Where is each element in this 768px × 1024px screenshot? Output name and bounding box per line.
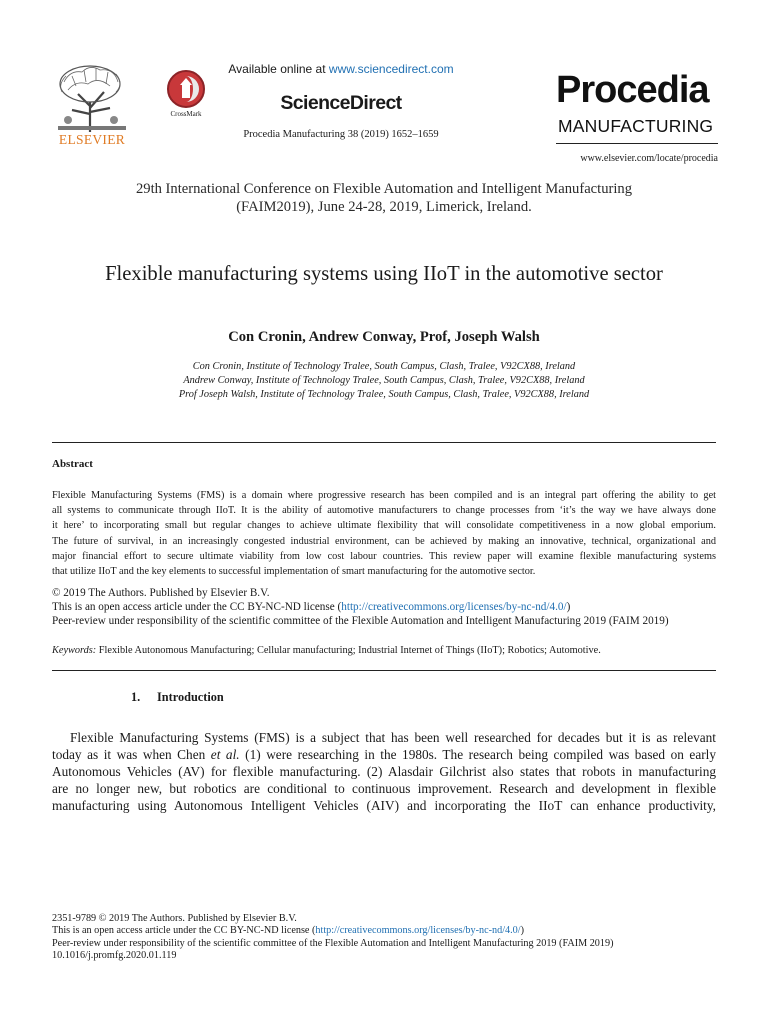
abstract-bottom-rule — [52, 670, 716, 671]
paper-title: Flexible manufacturing systems using IIoT in the automotive sector — [105, 263, 663, 285]
footer-license-link[interactable]: http://creativecommons.org/licenses/by-nc-nd/4.0/ — [315, 925, 521, 937]
keywords — [52, 645, 601, 656]
elsevier-tree-icon — [50, 62, 134, 134]
keywords-label: Keywords: — [52, 645, 97, 656]
intro-line: Autonomous Vehicles (AV) for flexible manufacturing. (2) Alasdair Gilchrist also states that robots in manufacturing — [52, 764, 716, 779]
header-rule-right — [556, 143, 718, 144]
conference-line-1: 29th International Conference on Flexible Automation and Intelligent Manufacturing — [135, 181, 633, 197]
available-online: Available online at www.sciencedirect.com — [228, 62, 454, 76]
abstract-line: it here’ to incorporating small but regular changes to achieve ultimate flexibility that will consolidate competitiveness in a now global emporium. — [52, 520, 716, 532]
conference-line-2: (FAIM2019), June 24-28, 2019, Limerick, Ireland. — [236, 199, 532, 215]
section-heading-introduction: Introduction — [157, 690, 224, 704]
abstract-heading: Abstract — [52, 458, 93, 470]
affiliation-3: Prof Joseph Walsh, Institute of Technology Tralee, South Campus, Clash, Tralee, V92CX88, Ireland — [178, 389, 590, 400]
footer-block — [52, 913, 732, 963]
abstract-line: The future of survival, in an increasingly congested industrial environment, can be achieved by making an innovative, technical, organizational and — [52, 535, 716, 547]
intro-paragraph — [52, 729, 716, 814]
abstract-top-rule — [52, 442, 716, 443]
abstract-license: This is an open access article under the CC BY-NC-ND license (http://creativecommons.org/licenses/by-nc-nd/4.0/) — [52, 601, 571, 613]
intro-line: today as it was when Chen et al. (1) were researching in the 1980s. The research being compiled was based on early — [52, 747, 717, 762]
abstract-peer-review: Peer-review under responsibility of the scientific committee of the Flexible Automation and Intelligent Manufacturing 2019 (FAIM 2019) — [52, 615, 669, 627]
abstract-copyright: © 2019 The Authors. Published by Elsevier B.V. — [52, 587, 270, 599]
intro-line: manufacturing using Autonomous Intelligent Vehicles (AIV) and incorporating the IIoT can enhance productivity, — [52, 798, 716, 813]
sciencedirect-link[interactable]: www.sciencedirect.com — [328, 62, 454, 76]
section-number: 1. — [131, 690, 141, 704]
affiliation-2: Andrew Conway, Institute of Technology Tralee, South Campus, Clash, Tralee, V92CX88, Ireland — [183, 375, 585, 386]
elsevier-logo — [50, 62, 134, 148]
footer-license: This is an open access article under the CC BY-NC-ND license (http://creativecommons.org/licenses/by-nc-nd/4.0/) — [52, 925, 525, 937]
abstract-body — [52, 488, 716, 579]
keywords-list: Flexible Autonomous Manufacturing; Cellular manufacturing; Industrial Internet of Things (IIoT); Robotics; Automotive. — [96, 645, 601, 656]
abstract-line: major financial effort to secure ultimate viability from low cost labour countries. This review paper will examine flexible manufacturing systems — [52, 550, 716, 562]
crossmark-label: CrossMark — [170, 110, 202, 118]
abstract-line: that utilize IIoT and the key elements to successful implementation of smart manufacturing for the automotive sector. — [52, 566, 536, 578]
journal-reference: Procedia Manufacturing 38 (2019) 1652–1659 — [243, 129, 439, 140]
sciencedirect-wordmark: ScienceDirect — [280, 92, 402, 114]
journal-logo-manufacturing: MANUFACTURING — [558, 116, 714, 136]
footer-issn: 2351-9789 © 2019 The Authors. Published by Elsevier B.V. — [52, 913, 297, 924]
publisher-name: ELSEVIER — [58, 132, 126, 147]
journal-logo-procedia: Procedia — [556, 69, 709, 111]
intro-line: are no longer new, but robotics are conditional to continuous improvement. Research and development in flexible — [52, 781, 716, 796]
affiliation-1: Con Cronin, Institute of Technology Tralee, South Campus, Clash, Tralee, V92CX88, Ireland — [192, 361, 576, 372]
abstract-line: Flexible Manufacturing Systems (FMS) is a domain where progressive research has been compiled and is an integral part offering the ability to get — [52, 490, 716, 501]
abstract-line: all systems to communicate through IIoT. It is the ability of automotive manufacturers to change processes from ‘it’s the way we have always done — [52, 505, 716, 517]
journal-url[interactable]: www.elsevier.com/locate/procedia — [580, 153, 718, 164]
license-link[interactable]: http://creativecommons.org/licenses/by-nc-nd/4.0/ — [341, 601, 567, 613]
footer-peer-review: Peer-review under responsibility of the scientific committee of the Flexible Automation and Intelligent Manufacturing 2019 (FAIM 2019) — [52, 937, 614, 949]
footer-doi[interactable]: 10.1016/j.promfg.2020.01.119 — [52, 950, 177, 962]
intro-line: Flexible Manufacturing Systems (FMS) is a subject that has been well researched for decades but it is as relevant — [70, 730, 716, 745]
paper-authors: Con Cronin, Andrew Conway, Prof, Joseph Walsh — [228, 329, 540, 345]
